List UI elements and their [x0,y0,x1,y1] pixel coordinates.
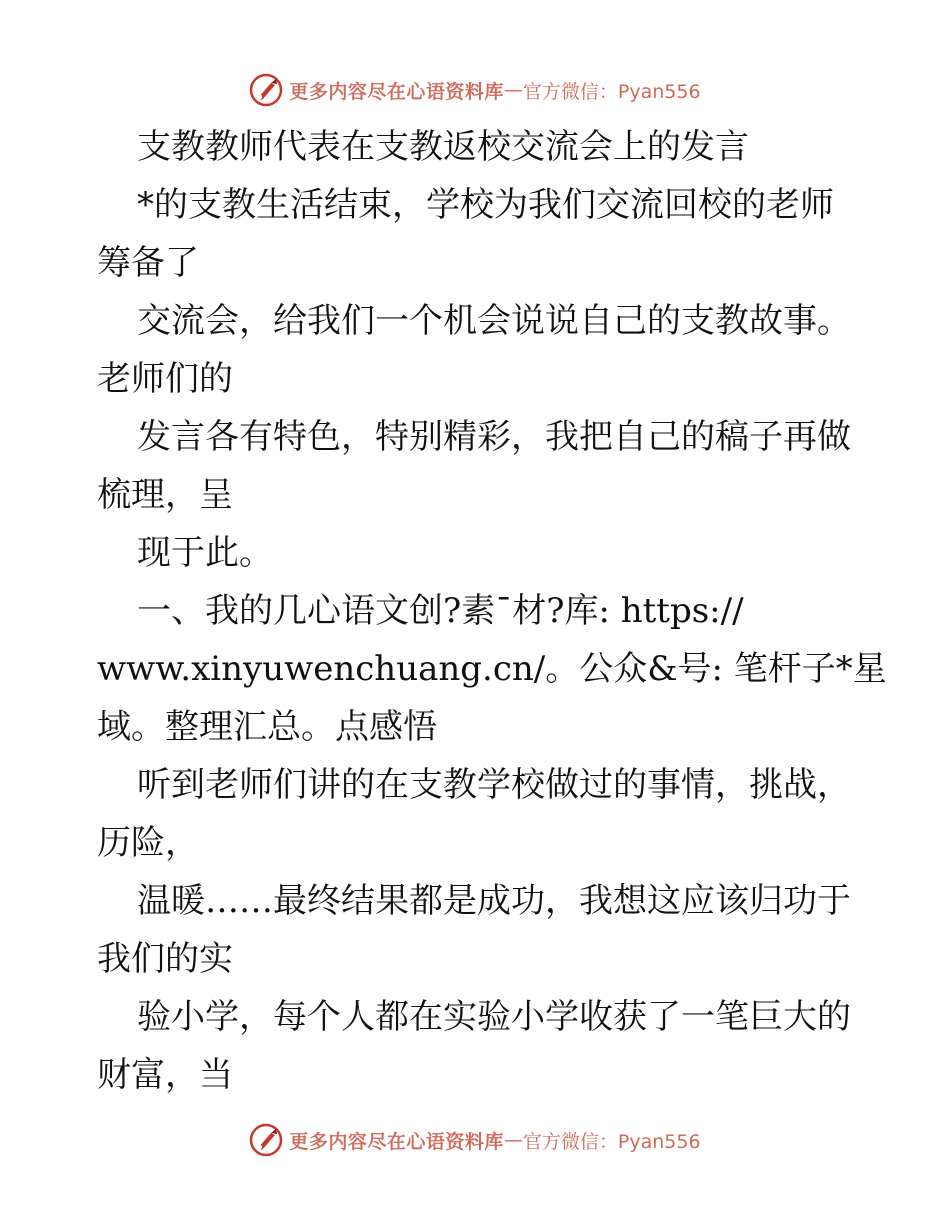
document-body [97,118,887,1104]
paragraph-line: 梳理，呈 [97,475,233,515]
paragraph-line: 财富，当 [97,1055,233,1095]
paragraph-line: 域。整理汇总。点感悟 [97,707,437,747]
banner-dash: — [503,1129,523,1151]
banner-wechat-text: 官方微信：Pyan556 [522,80,701,103]
doc-title: 支教教师代表在支教返校交流会上的发言 [137,127,749,167]
quill-logo-icon [249,73,283,107]
banner-wechat-text: 官方微信：Pyan556 [522,1130,701,1153]
footer-banner [0,1120,950,1160]
paragraph-line: 我们的实 [97,939,233,979]
paragraph-line: 验小学，每个人都在实验小学收获了一笔巨大的 [137,997,851,1037]
quill-logo-icon [249,1123,283,1157]
banner-dash: — [503,79,523,101]
paragraph-line: *的支教生活结束，学校为我们交流回校的老师 [137,185,834,225]
paragraph-line: 温暖……最终结果都是成功，我想这应该归功于 [137,881,851,921]
banner-brand-text: 更多内容尽在心语资料库 [289,1130,504,1153]
paragraph-line: 听到老师们讲的在支教学校做过的事情，挑战， [137,765,851,805]
paragraph-line: 现于此。 [137,533,273,573]
paragraph-line: 发言各有特色，特别精彩，我把自己的稿子再做 [137,417,851,457]
header-banner [0,70,950,110]
paragraph-line: 筹备了 [97,243,199,283]
paragraph-line: www.xinyuwenchuang.cn/。公众&号: 笔杆子*星 [97,649,887,689]
paragraph-line: 历险， [97,823,199,863]
paragraph-line: 老师们的 [97,359,233,399]
section-heading-line: 一、我的几心语文创?素¯材?库: https:// [137,591,744,631]
paragraph-line: 交流会，给我们一个机会说说自己的支教故事。 [137,301,851,341]
banner-brand-text: 更多内容尽在心语资料库 [289,80,504,103]
